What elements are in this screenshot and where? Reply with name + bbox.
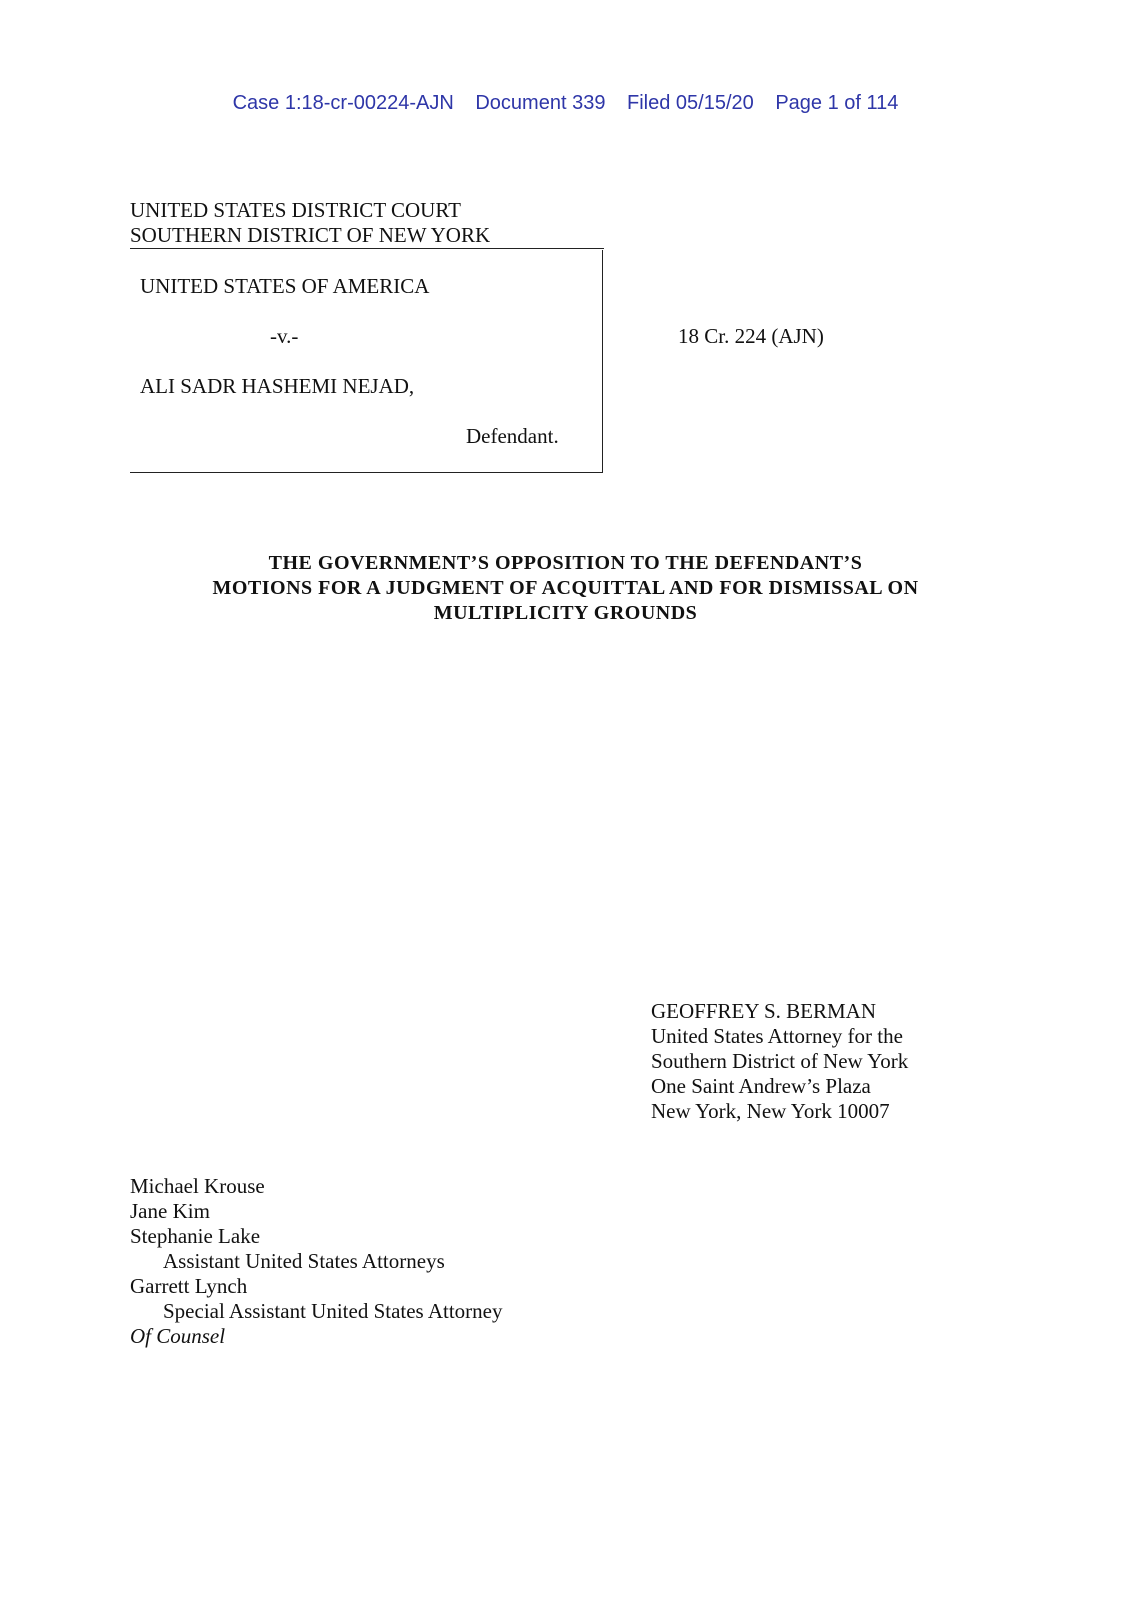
filed-date-stamp: Filed 05/15/20 — [627, 92, 754, 114]
counsel-attorney-4: Garrett Lynch — [130, 1274, 248, 1298]
title-line-1: THE GOVERNMENT’S OPPOSITION TO THE DEFENDANT’S — [268, 552, 863, 574]
of-counsel-label: Of Counsel — [130, 1324, 226, 1348]
us-attorney-name: GEOFFREY S. BERMAN — [651, 999, 877, 1023]
signature-line-1: United States Attorney for the — [651, 1024, 903, 1048]
court-name — [130, 198, 490, 248]
page-count-stamp: Page 1 of 114 — [775, 92, 899, 114]
title-line-2: MOTIONS FOR A JUDGMENT OF ACQUITTAL AND FOR DISMISSAL ON — [212, 577, 919, 599]
counsel-block — [130, 1174, 502, 1349]
counsel-attorney-3: Stephanie Lake — [130, 1224, 261, 1248]
caption-plaintiff: UNITED STATES OF AMERICA — [140, 274, 430, 298]
docket-number: 18 Cr. 224 (AJN) — [678, 324, 824, 348]
caption-defendant-name: ALI SADR HASHEMI NEJAD, — [140, 374, 415, 398]
signature-block — [651, 999, 908, 1124]
case-number-stamp: Case 1:18-cr-00224-AJN — [232, 92, 454, 114]
document-title — [100, 551, 1031, 626]
document-number-stamp: Document 339 — [475, 92, 606, 114]
caption-top-rule — [130, 248, 604, 249]
counsel-attorney-1: Michael Krouse — [130, 1174, 265, 1198]
title-line-3: MULTIPLICITY GROUNDS — [433, 602, 698, 624]
caption-versus: -v.- — [270, 324, 299, 348]
counsel-role-2: Special Assistant United States Attorney — [163, 1299, 503, 1323]
caption-defendant-label: Defendant. — [466, 424, 559, 448]
counsel-attorney-2: Jane Kim — [130, 1199, 210, 1223]
signature-line-2: Southern District of New York — [651, 1049, 909, 1073]
signature-line-4: New York, New York 10007 — [651, 1099, 890, 1123]
signature-line-3: One Saint Andrew’s Plaza — [651, 1074, 871, 1098]
court-line-2: SOUTHERN DISTRICT OF NEW YORK — [130, 223, 491, 247]
court-line-1: UNITED STATES DISTRICT COURT — [130, 198, 461, 222]
ecf-header-stamp — [0, 92, 1131, 115]
counsel-role-1: Assistant United States Attorneys — [163, 1249, 445, 1273]
